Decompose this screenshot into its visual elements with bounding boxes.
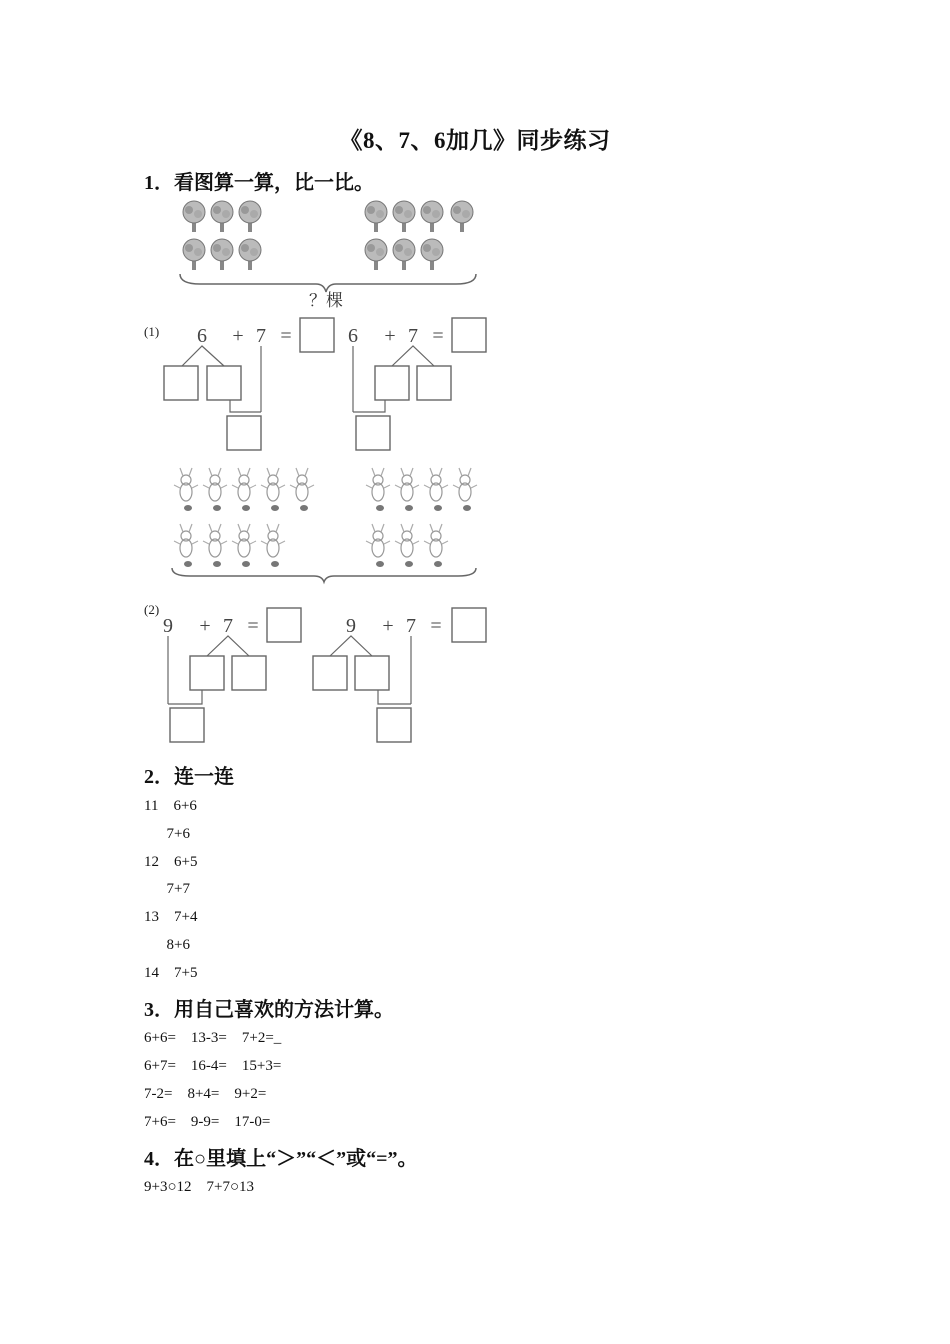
p1-left-eq: = <box>280 325 292 347</box>
p1-left-b: 7 <box>256 325 266 347</box>
answer-box[interactable] <box>417 366 451 400</box>
answer-box[interactable] <box>452 608 486 642</box>
q2-line: 8+6 <box>144 937 190 953</box>
q1-figure-svg <box>140 196 500 756</box>
q3-heading: 3．用自己喜欢的方法计算。 <box>144 999 394 1021</box>
p1-left-op: + <box>232 325 244 347</box>
split-line <box>182 346 224 366</box>
split-line <box>330 636 372 656</box>
answer-box[interactable] <box>377 708 411 742</box>
p1-right-eq: = <box>432 325 444 347</box>
part1-label: (1) <box>144 324 160 339</box>
rabbits-left <box>174 468 314 567</box>
q2-heading: 2．连一连 <box>144 766 234 788</box>
q4-heading: 4．在○里填上“＞”“＜”或“=”。 <box>144 1148 418 1170</box>
p2-left-eq: = <box>247 615 259 637</box>
trees-left <box>183 201 261 270</box>
rabbits-right <box>366 468 477 567</box>
answer-box[interactable] <box>300 318 334 352</box>
answer-box[interactable] <box>170 708 204 742</box>
q2-line: 7+7 <box>144 881 190 897</box>
p1-left-a: 6 <box>197 325 207 347</box>
p2-left-a: 9 <box>163 615 173 637</box>
q2-line: 14 7+5 <box>144 965 198 981</box>
answer-box[interactable] <box>313 656 347 690</box>
brace <box>172 568 476 582</box>
answer-box[interactable] <box>232 656 266 690</box>
answer-box[interactable] <box>267 608 301 642</box>
connector-line <box>168 690 202 704</box>
page-title: 《8、7、6加几》同步练习 <box>339 128 611 153</box>
q4-line: 9+3○12 7+7○13 <box>144 1179 255 1195</box>
answer-box[interactable] <box>452 318 486 352</box>
p2-right-b: 7 <box>406 615 416 637</box>
p1-right-a: 6 <box>348 325 358 347</box>
p1-right-op: + <box>384 325 396 347</box>
p2-right-eq: = <box>430 615 442 637</box>
brace-label: ？棵 <box>309 291 343 310</box>
answer-box[interactable] <box>190 656 224 690</box>
answer-box[interactable] <box>207 366 241 400</box>
answer-box[interactable] <box>227 416 261 450</box>
q2-line: 7+6 <box>144 826 190 842</box>
q3-line: 7-2= 8+4= 9+2= <box>144 1086 267 1102</box>
p2-left-op: + <box>199 615 211 637</box>
brace <box>180 274 476 292</box>
p2-left-b: 7 <box>223 615 233 637</box>
p2-right-a: 9 <box>346 615 356 637</box>
answer-box[interactable] <box>356 416 390 450</box>
split-line <box>392 346 434 366</box>
q3-line: 7+6= 9-9= 17-0= <box>144 1114 271 1130</box>
answer-box[interactable] <box>164 366 198 400</box>
trees-right <box>365 201 473 270</box>
part2-label: (2) <box>144 602 160 617</box>
connector-line <box>378 690 411 704</box>
answer-box[interactable] <box>355 656 389 690</box>
q2-line: 11 6+6 <box>144 798 197 814</box>
q2-line: 12 6+5 <box>144 854 198 870</box>
p1-right-b: 7 <box>408 325 418 347</box>
q1-figure <box>140 196 500 761</box>
answer-box[interactable] <box>375 366 409 400</box>
connector-line <box>230 400 261 412</box>
q3-line: 6+7= 16-4= 15+3= <box>144 1058 282 1074</box>
q1-heading: 1．看图算一算，比一比。 <box>144 172 374 194</box>
p2-right-op: + <box>382 615 394 637</box>
split-line <box>207 636 249 656</box>
q2-line: 13 7+4 <box>144 909 198 925</box>
q3-line: 6+6= 13-3= 7+2=_ <box>144 1030 282 1046</box>
connector-line <box>353 400 385 412</box>
